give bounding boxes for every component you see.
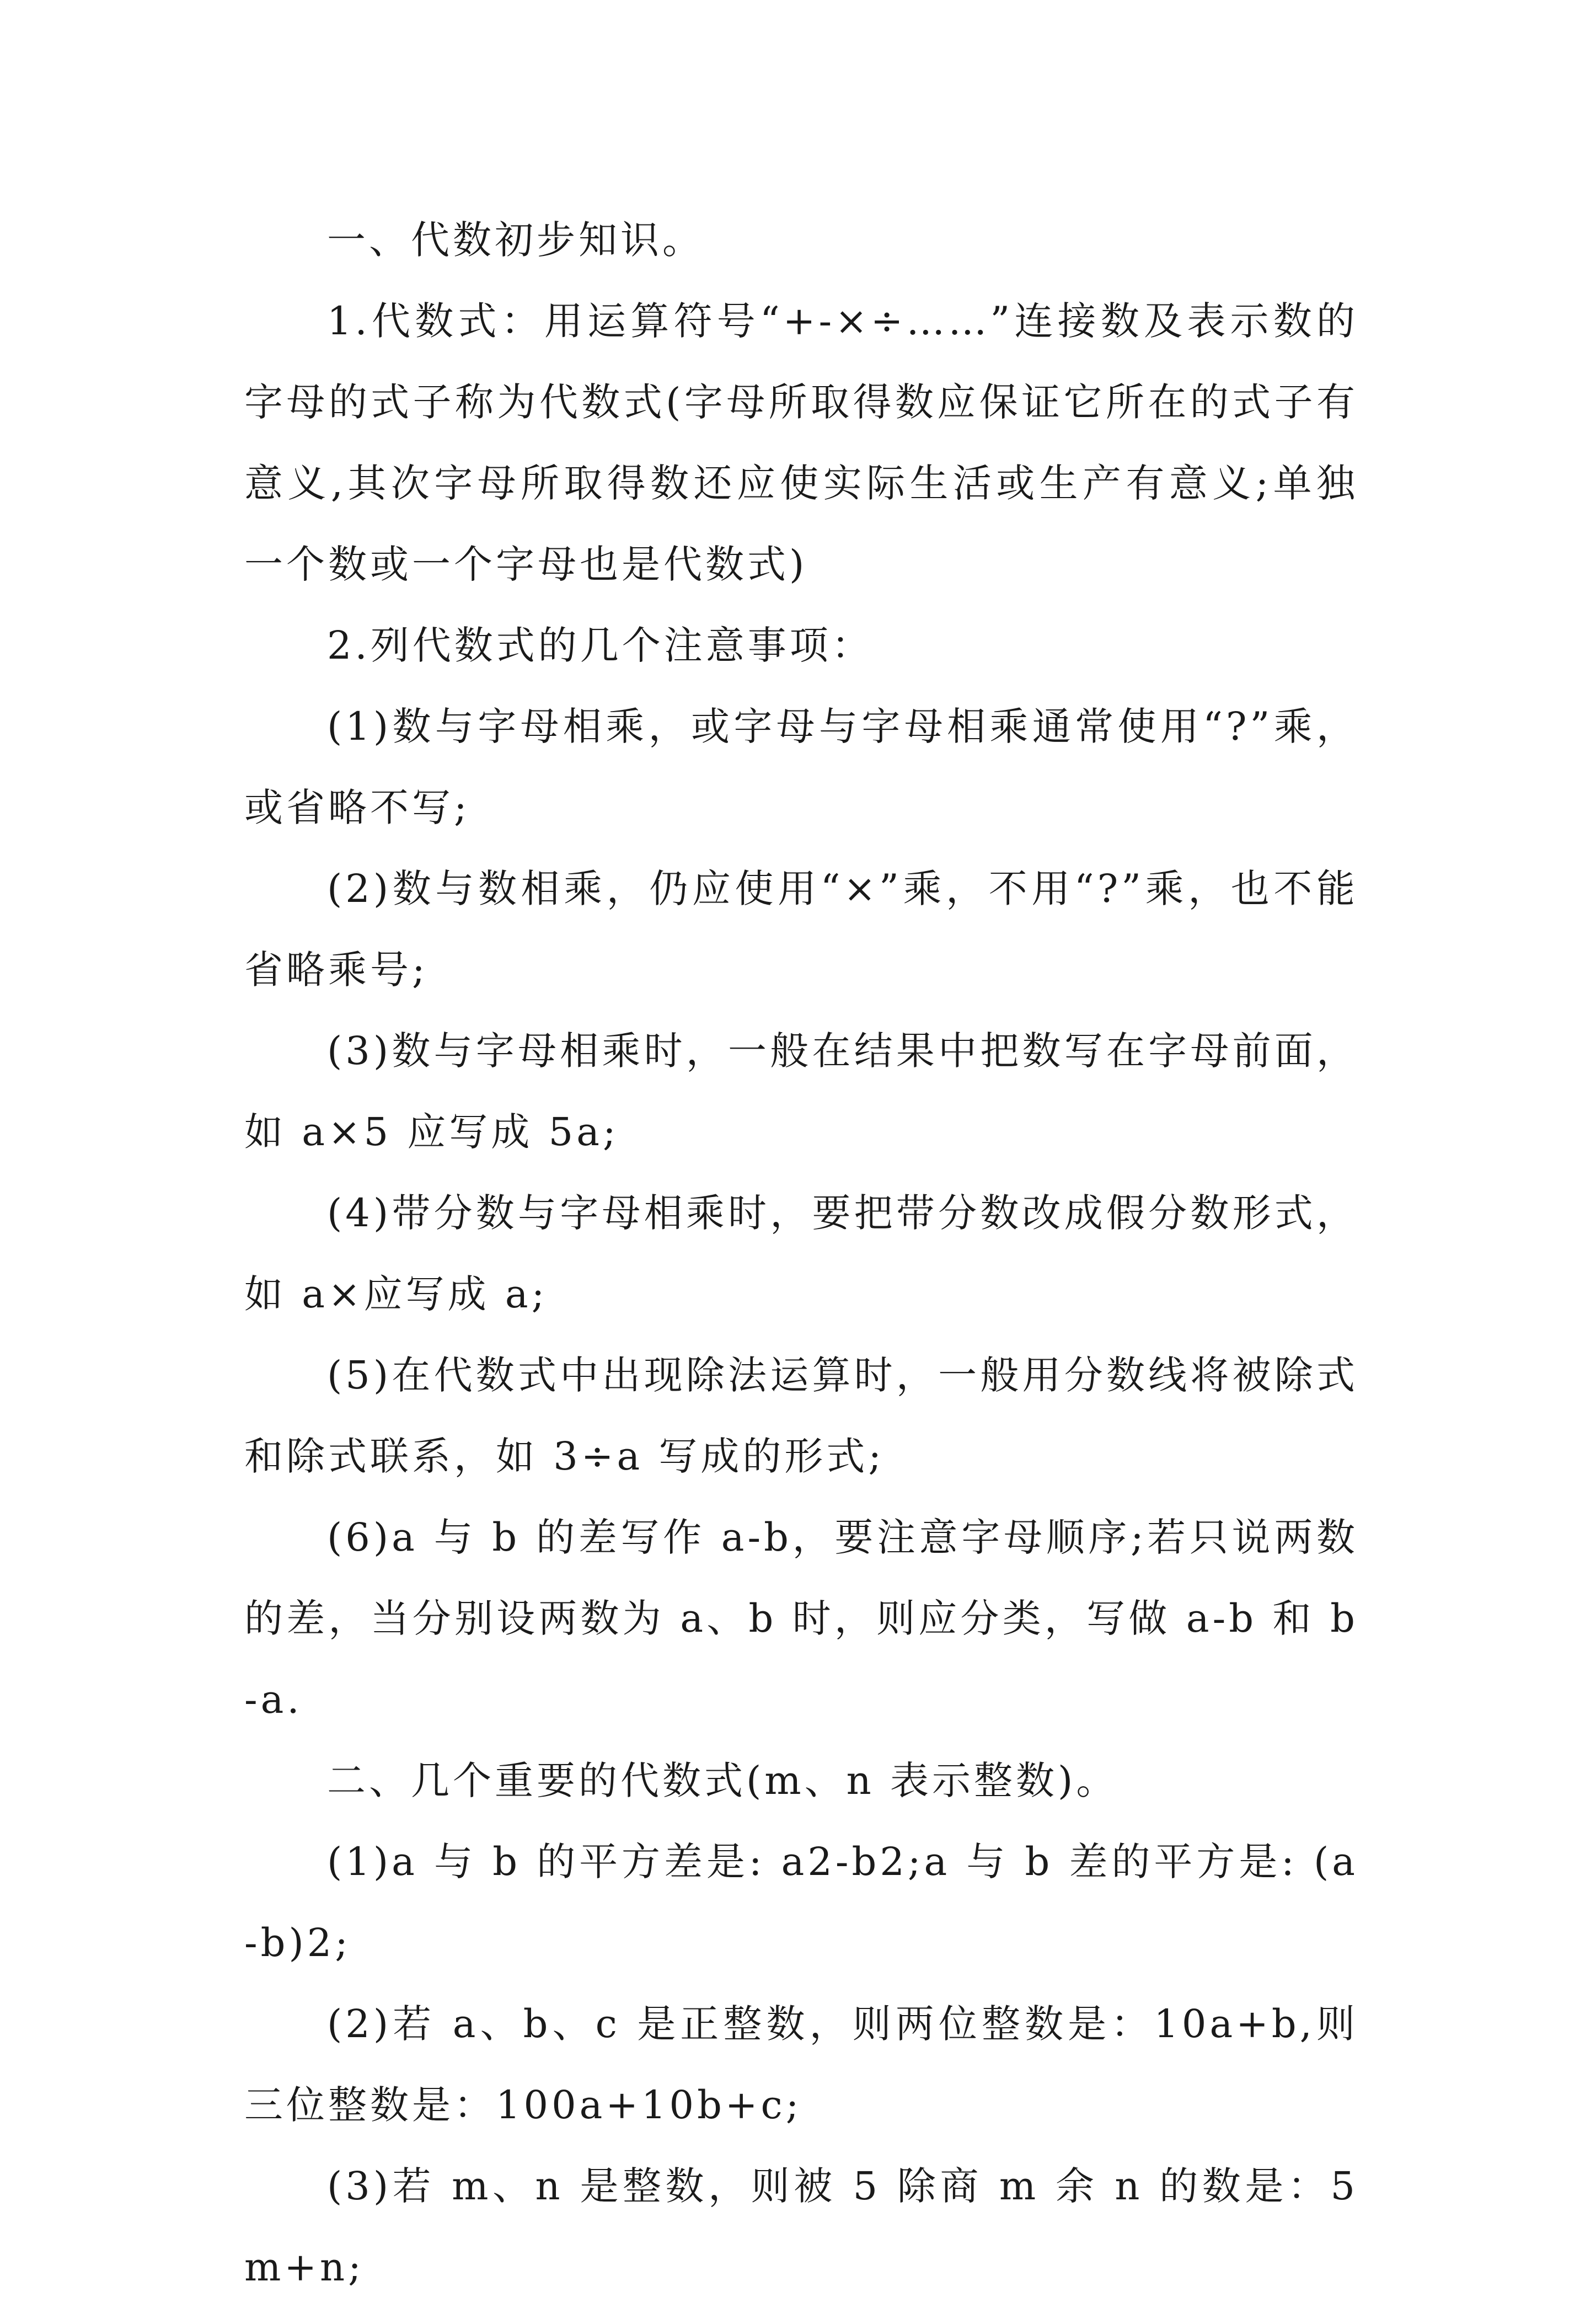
section-1-heading: 一、代数初步知识。 [327,217,704,263]
note-1: (1)数与字母相乘，或字母与字母相乘通常使用“?”乘，或省略不写; [244,704,1358,830]
note-2: (2)数与数相乘，仍应使用“×”乘，不用“?”乘，也不能省略乘号; [244,866,1358,992]
note-4: (4)带分数与字母相乘时，要把带分数改成假分数形式，如 a×应写成 a; [244,1190,1358,1317]
note-5: (5)在代数式中出现除法运算时，一般用分数线将被除式和除式联系，如 3÷a 写成的形式; [244,1353,1358,1479]
item-2-notes-heading: 2.列代数式的几个注意事项： [327,623,874,668]
document-body [244,200,1358,2308]
formula-3: (3)若 m、n 是整数，则被 5 除商 m 余 n 的数是：5m+n; [244,2163,1358,2290]
note-3: (3)数与字母相乘时，一般在结果中把数写在字母前面，如 a×5 应写成 5a; [244,1028,1358,1155]
item-1-definition: 1.代数式：用运算符号“+-×÷……”连接数及表示数的字母的式子称为代数式(字母所取得数应保证它所在的式子有意义,其次字母所取得数还应使实际生活或生产有意义;单独一个数或一个字母也是代数式) [244,298,1358,587]
note-6: (6)a 与 b 的差写作 a-b，要注意字母顺序;若只说两数的差，当分别设两数为 a、b 时，则应分类，写做 a-b 和 b-a. [244,1515,1358,1722]
section-2-heading: 二、几个重要的代数式(m、n 表示整数)。 [327,1758,1118,1803]
formula-2: (2)若 a、b、c 是正整数，则两位整数是：10a+b,则三位整数是：100a+10b+c; [244,2001,1358,2128]
formula-1: (1)a 与 b 的平方差是: a2-b2;a 与 b 差的平方是: (a-b)2; [244,1839,1358,1965]
